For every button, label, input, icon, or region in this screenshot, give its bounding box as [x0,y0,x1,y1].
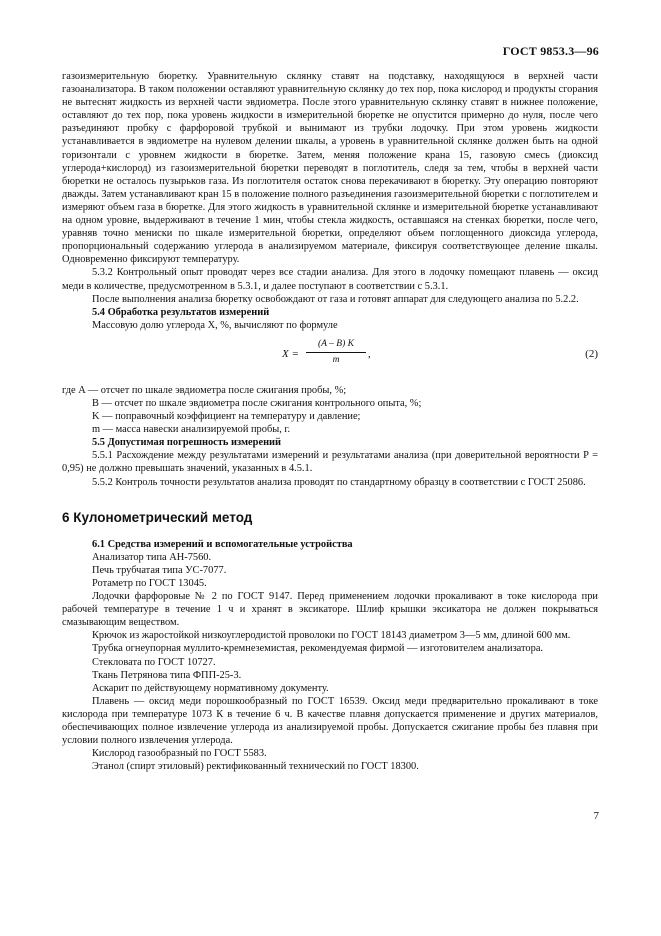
formula-comma: , [368,347,371,360]
list-item: Этанол (спирт этиловый) ректификованный технический по ГОСТ 18300. [92,761,419,773]
paragraph: газоизмерительную бюретку. Уравнительную склянку ставят на подставку, находящуюся в верхней части газоанализатора. В таком положении оставляют уравнительную склянку до тех пор, пока кислород и продукты сгорания не вытеснят жидкость из верхней части эвдиометра. После этого уравнительную склянку ставят в нижнее положение, оставляют до тех пор, пока уровень жидкости в измерительной бюретке не опустится примерно до нуля, после чего разъединяют пробку с фарфоровой трубкой и вынимают из трубки лодочку. При этом уровень жидкости устанавливается в эвдиометре на нулевом делении шкалы, а уровень в уравнительной склянке должен быть на одной горизонтали с уровнем жидкости в бюретке. Затем, меняя положение крана 15, газовую смесь (диоксид углерода+кислород) из газоизмерительной бюретки переводят в поглотитель, следя за тем, чтобы в верхней части бюретки не осталось пузырьков газа. Из поглотителя остаток снова перекачивают в бюретку. Эту операцию повторяют дважды. Затем устанавливают кран 15 в положение полного разъединения газоизмерительной бюретки с поглотителем и измеряют объем газа в бюретке. Для этого жидкость в уравнительной склянке и измерительной бюретке устанавливают на одном уровне, выдерживают в течение 1 мин, чтобы стекла жидкость, оставшаяся на стенках бюретки, после чего, уравняв точно мениски по шкале измерительной бюретки, определяют объем поглощенного диоксида углерода, пропорциональный содержанию углерода в анализируемом материале, фиксируя соответствующее деление шкалы. Одновременно фиксируют температуру. [62,71,598,266]
list-item: Лодочки фарфоровые № 2 по ГОСТ 9147. Перед применением лодочки прокаливают в токе кислорода при рабочей температуре в течение 1 ч и хранят в эксикаторе. Шлиф крышки эксикатора не должен покрываться смазывающим веществом. [62,591,598,629]
legend-item: K — поправочный коэффициент на температуру и давление; [92,411,361,423]
list-item: Кислород газообразный по ГОСТ 5583. [92,748,267,760]
list-item: Аскарит по действующему нормативному документу. [92,682,329,694]
subsection-heading: 5.5 Допустимая погрешность измерений [92,437,282,449]
page-number: 7 [593,810,599,822]
page-header: ГОСТ 9853.3—96 [502,44,599,58]
list-item: Плавень — оксид меди порошкообразный по ГОСТ 16539. Оксид меди предварительно прокаливают в токе кислорода при температуре 1073 К в течение 6 ч. В качестве плавня допускается применение и других материалов, обеспечивающих полное извлечение углерода из анализируемой пробы. Допускается сжигание пробы без плавня при условии полного извлечения углерода. [62,695,598,747]
paragraph: Массовую долю углерода X, %, вычисляют по формуле [92,319,338,331]
list-item: Ротаметр по ГОСТ 13045. [92,578,207,589]
legend-item: где A — отсчет по шкале эвдиометра после сжигания пробы, %; [62,384,347,396]
paragraph: 5.5.1 Расхождение между результатами измерений и результатами анализа (при доверительной вероятности P = 0,95) не должно превышать значений, указанных в 4.5.1. [62,450,598,475]
paragraph: 5.3.2 Контрольный опыт проводят через все стадии анализа. Для этого в лодочку помещают плавень — оксид меди в количестве, предусмотренном в 5.3.1, и далее поступают в соответствии с 5.3.1. [62,267,598,292]
paragraph: 5.5.2 Контроль точности результатов анализа проводят по стандартному образцу в соответствии с ГОСТ 25086. [92,476,586,488]
legend-item: m — масса навески анализируемой пробы, г. [92,424,291,436]
subsection-heading: 6.1 Средства измерений и вспомогательные устройства [92,538,353,550]
formula-denominator: m [332,354,340,365]
formula [62,336,598,380]
document-body [62,70,598,773]
list-item: Крючок из жаростойкой низкоуглеродистой проволоки по ГОСТ 18143 диаметром 3—5 мм, длиной 600 мм. [92,630,571,642]
formula-numerator: (A – B) K [306,338,366,353]
list-item: Ткань Петрянова типа ФПП-25-3. [92,669,242,681]
list-item: Печь трубчатая типа УС-7077. [92,564,227,576]
formula-fraction [306,338,366,367]
paragraph: После выполнения анализа бюретку освобождают от газа и готовят аппарат для следующего анализа по 5.2.2. [92,293,579,305]
subsection-heading: 5.4 Обработка результатов измерений [92,306,270,318]
legend-item: B — отсчет по шкале эвдиометра после сжигания контрольного опыта, %; [92,397,422,409]
list-item: Трубка огнеупорная муллито-кремнеземистая, рекомендуемая фирмой — изготовителем анализатора. [92,643,544,655]
formula-number: (2) [585,347,598,360]
section-title: 6 Кулонометрический метод [62,509,253,525]
list-item: Анализатор типа АН-7560. [92,551,212,563]
formula-lhs: X = [282,347,299,360]
list-item: Стекловата по ГОСТ 10727. [92,656,216,668]
